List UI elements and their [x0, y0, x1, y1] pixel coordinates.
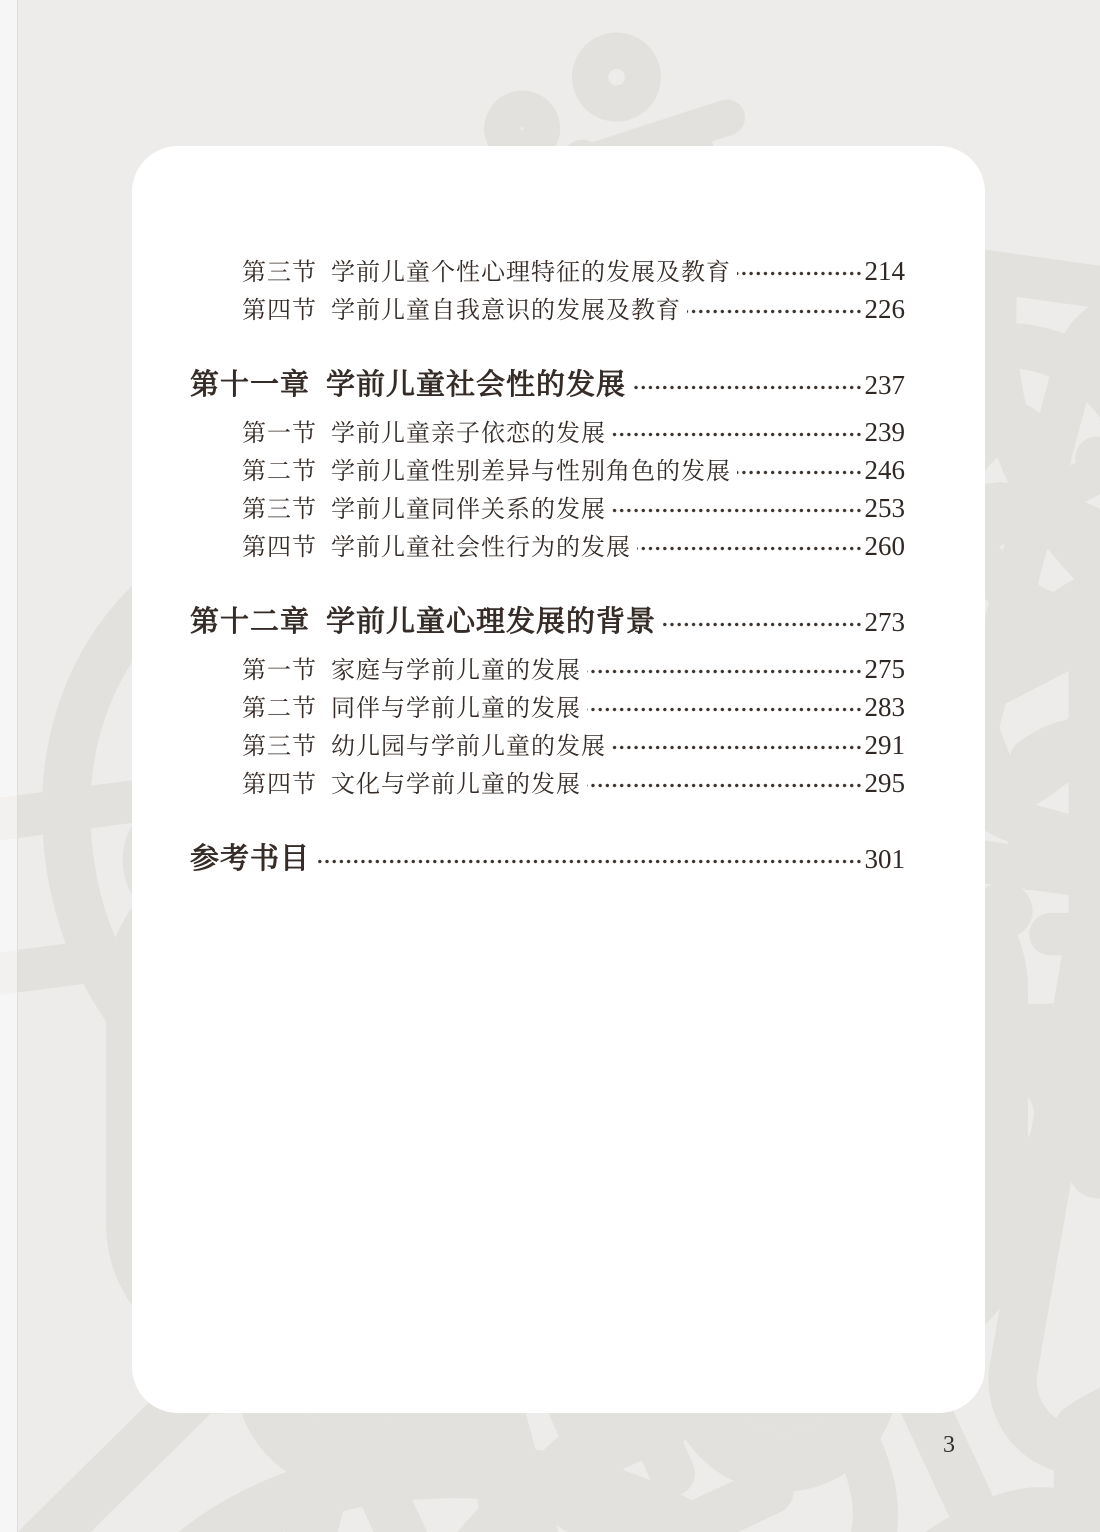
toc-entry-label: 第四节 — [242, 535, 317, 561]
toc-chapter-entry — [190, 599, 905, 645]
toc-entry-page: 246 — [864, 455, 905, 485]
dot-leader — [737, 267, 863, 280]
toc-entry-page: 295 — [864, 768, 905, 798]
toc-chapter-page: 273 — [864, 607, 905, 637]
dot-leader — [612, 428, 863, 441]
toc-chapter-title: 学前儿童心理发展的背景 — [326, 606, 657, 638]
dot-leader — [587, 779, 863, 792]
toc-entry-title: 文化与学前儿童的发展 — [331, 772, 581, 798]
toc-entry-page: 283 — [864, 692, 905, 722]
toc-entry-title: 家庭与学前儿童的发展 — [331, 658, 581, 684]
toc-entry — [190, 650, 905, 688]
dot-leader — [587, 665, 863, 678]
toc-chapter-label: 第十一章 — [190, 369, 311, 401]
toc-entry-label: 第二节 — [242, 459, 317, 485]
toc-entry-label: 第三节 — [242, 734, 317, 760]
toc-entry-page: 239 — [864, 417, 905, 447]
toc-entry-label: 第一节 — [242, 658, 317, 684]
toc-entry-title: 学前儿童亲子依恋的发展 — [331, 421, 606, 447]
toc-entry-label: 第二节 — [242, 696, 317, 722]
toc-entry — [190, 290, 905, 328]
content-card — [132, 146, 985, 1413]
toc-entry-title: 幼儿园与学前儿童的发展 — [331, 734, 606, 760]
scan-edge-strip — [0, 0, 18, 1532]
table-of-contents — [132, 146, 985, 882]
toc-entry-title: 学前儿童同伴关系的发展 — [331, 497, 606, 523]
dot-leader — [687, 305, 863, 318]
toc-entry-title: 学前儿童自我意识的发展及教育 — [331, 298, 681, 324]
toc-backmatter-entry — [190, 836, 905, 882]
toc-entry-page: 214 — [864, 256, 905, 286]
toc-entry-label: 第三节 — [242, 497, 317, 523]
toc-entry-title: 同伴与学前儿童的发展 — [331, 696, 581, 722]
dot-leader — [662, 618, 862, 631]
toc-entry-page: 291 — [864, 730, 905, 760]
toc-entry — [190, 688, 905, 726]
toc-chapter-entry — [190, 362, 905, 408]
dot-leader — [637, 542, 863, 555]
toc-entry — [190, 489, 905, 527]
toc-entry — [190, 252, 905, 290]
toc-chapter-title: 学前儿童社会性的发展 — [326, 369, 627, 401]
dot-leader — [587, 703, 863, 716]
toc-entry-page: 260 — [864, 531, 905, 561]
toc-entry-label: 第四节 — [242, 772, 317, 798]
toc-entry-label: 第三节 — [242, 260, 317, 286]
toc-entry-title: 学前儿童个性心理特征的发展及教育 — [331, 260, 731, 286]
toc-backmatter-title: 参考书目 — [190, 843, 311, 875]
toc-entry-page: 253 — [864, 493, 905, 523]
toc-backmatter-page: 301 — [864, 844, 905, 874]
toc-chapter-page: 237 — [864, 370, 905, 400]
toc-entry — [190, 451, 905, 489]
toc-entry-title: 学前儿童社会性行为的发展 — [331, 535, 631, 561]
toc-entry — [190, 413, 905, 451]
dot-leader — [316, 855, 862, 868]
toc-entry — [190, 726, 905, 764]
toc-entry-page: 226 — [864, 294, 905, 324]
dot-leader — [612, 504, 863, 517]
page-number: 3 — [943, 1432, 955, 1458]
toc-entry-title: 学前儿童性别差异与性别角色的发展 — [331, 459, 731, 485]
toc-chapter-label: 第十二章 — [190, 606, 311, 638]
toc-entry-page: 275 — [864, 654, 905, 684]
toc-entry — [190, 764, 905, 802]
toc-entry-label: 第四节 — [242, 298, 317, 324]
dot-leader — [612, 741, 863, 754]
toc-entry-label: 第一节 — [242, 421, 317, 447]
dot-leader — [737, 466, 863, 479]
toc-entry — [190, 527, 905, 565]
dot-leader — [632, 381, 862, 394]
